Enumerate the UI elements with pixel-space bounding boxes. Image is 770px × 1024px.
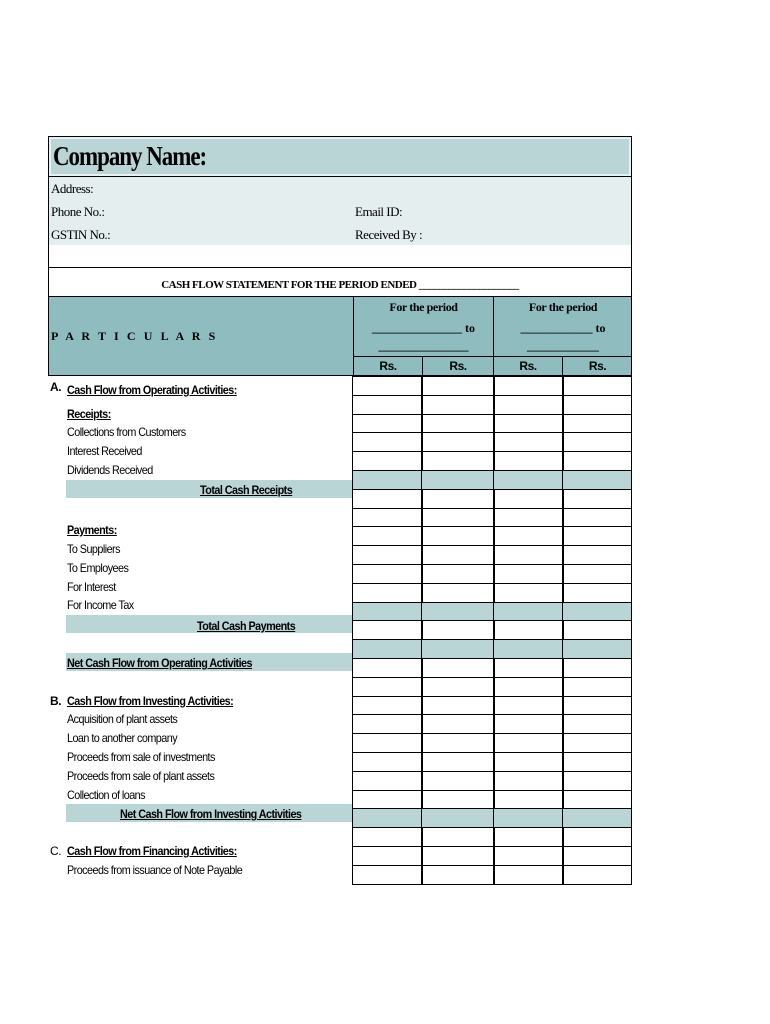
amount-cell[interactable] (493, 508, 564, 527)
amount-cell[interactable] (352, 752, 423, 772)
amount-cell[interactable] (352, 526, 423, 546)
amount-cell[interactable] (352, 508, 423, 527)
amount-cell[interactable] (421, 432, 495, 452)
amount-cell[interactable] (562, 526, 632, 546)
amount-cell[interactable] (421, 658, 495, 678)
amount-cell[interactable] (352, 395, 423, 415)
investing-item: Proceeds from sale of investments (67, 750, 215, 764)
investing-item: Proceeds from sale of plant assets (67, 769, 215, 783)
period-label-b: For the period (528, 300, 598, 314)
payment-item: For Interest (67, 580, 116, 594)
received-by-label: Received By : (355, 227, 423, 242)
amount-cell[interactable] (352, 414, 423, 433)
period-column-b (493, 297, 632, 356)
header-spacer (49, 245, 631, 268)
amount-cell[interactable] (493, 865, 564, 885)
amount-cell[interactable] (421, 620, 495, 640)
amount-cell[interactable] (562, 451, 632, 471)
amount-cell[interactable] (493, 376, 564, 396)
amount-cell[interactable] (352, 733, 423, 753)
amount-cell[interactable] (352, 714, 423, 734)
amount-cell[interactable] (352, 545, 423, 565)
amount-cell[interactable] (421, 470, 495, 490)
amount-cell[interactable] (562, 583, 632, 603)
amount-cell[interactable] (421, 696, 495, 715)
amount-cell[interactable] (562, 620, 632, 640)
amount-cell[interactable] (352, 489, 423, 509)
phone-label: Phone No.: (51, 204, 105, 219)
amount-cell[interactable] (421, 489, 495, 509)
receipt-item: Collections from Customers (67, 425, 186, 439)
amount-cell[interactable] (562, 771, 632, 791)
amount-cell[interactable] (493, 414, 564, 433)
amount-cell[interactable] (562, 846, 632, 866)
currency-header-2: Rs. (422, 357, 493, 375)
amount-cell[interactable] (493, 790, 564, 809)
amount-cell[interactable] (352, 620, 423, 640)
amount-cell[interactable] (493, 545, 564, 565)
amount-cell[interactable] (493, 564, 564, 584)
amount-cell[interactable] (421, 583, 495, 603)
amount-cell[interactable] (562, 658, 632, 678)
investing-item: Acquisition of plant assets (67, 712, 178, 726)
company-header-box (48, 136, 632, 296)
amount-cell[interactable] (493, 714, 564, 734)
amount-cell[interactable] (562, 865, 632, 885)
amount-cell[interactable] (562, 752, 632, 772)
amount-cell[interactable] (493, 602, 564, 621)
amount-cell[interactable] (352, 376, 423, 396)
amount-cell[interactable] (493, 620, 564, 640)
amount-cell[interactable] (352, 583, 423, 603)
amount-cell[interactable] (493, 752, 564, 772)
amount-cell[interactable] (421, 545, 495, 565)
amount-cell[interactable] (562, 602, 632, 621)
period-to-line-b: ____________ (527, 339, 599, 353)
amount-cell[interactable] (562, 508, 632, 527)
amount-cell[interactable] (493, 470, 564, 490)
amount-cell[interactable] (352, 639, 423, 659)
amount-cell[interactable] (562, 790, 632, 809)
net-operating-label: Net Cash Flow from Operating Activities (67, 656, 252, 670)
amount-cell[interactable] (562, 545, 632, 565)
amount-cell[interactable] (352, 677, 423, 697)
amount-cell[interactable] (421, 526, 495, 546)
period-from-line-b: ____________ to (520, 321, 606, 335)
amount-cell[interactable] (352, 846, 423, 866)
total-receipts-label: Total Cash Receipts (200, 483, 293, 497)
section-b-title: Cash Flow from Investing Activities: (67, 694, 234, 708)
receipts-title: Receipts: (67, 407, 111, 421)
total-payments-label: Total Cash Payments (197, 619, 296, 633)
amount-cell[interactable] (562, 432, 632, 452)
amount-cell[interactable] (352, 432, 423, 452)
receipt-item: Interest Received (67, 444, 142, 458)
amount-cell[interactable] (493, 451, 564, 471)
period-from-line-a: _______________ to (372, 321, 475, 335)
amount-cell[interactable] (421, 790, 495, 809)
amount-cell[interactable] (493, 639, 564, 659)
company-name-label: Company Name: (53, 141, 207, 171)
currency-header-3: Rs. (493, 357, 562, 375)
amount-cell[interactable] (562, 395, 632, 415)
amount-cell[interactable] (352, 865, 423, 885)
amount-cell[interactable] (493, 846, 564, 866)
amount-cell[interactable] (493, 526, 564, 546)
amount-cell[interactable] (421, 564, 495, 584)
section-a-title: Cash Flow from Operating Activities: (67, 383, 237, 397)
amount-cell[interactable] (562, 489, 632, 509)
amount-cell[interactable] (493, 489, 564, 509)
amount-cell[interactable] (493, 395, 564, 415)
amount-cell[interactable] (421, 827, 495, 847)
amount-cell[interactable] (493, 696, 564, 715)
amount-cell[interactable] (493, 658, 564, 678)
section-b-marker: B. (50, 694, 62, 708)
particulars-heading: P A R T I C U L A R S (51, 329, 218, 343)
amount-cell[interactable] (493, 583, 564, 603)
amount-cell[interactable] (421, 414, 495, 433)
amount-cell[interactable] (421, 733, 495, 753)
amount-cell[interactable] (421, 808, 495, 828)
amount-cell[interactable] (562, 376, 632, 396)
amount-cell[interactable] (562, 414, 632, 433)
gstin-label: GSTIN No.: (51, 227, 111, 242)
section-c-marker: C. (50, 844, 62, 858)
amount-cell[interactable] (421, 865, 495, 885)
investing-item: Collection of loans (67, 788, 146, 802)
amount-cell[interactable] (421, 771, 495, 791)
section-c-title: Cash Flow from Financing Activities: (67, 844, 237, 858)
amount-cell[interactable] (493, 677, 564, 697)
amount-cell[interactable] (421, 508, 495, 527)
amount-cell[interactable] (562, 470, 632, 490)
amount-cell[interactable] (562, 827, 632, 847)
amount-cell[interactable] (352, 470, 423, 490)
amount-cell[interactable] (421, 376, 495, 396)
period-to-line-a: _______________ (378, 339, 469, 353)
table-header (48, 296, 632, 376)
period-label-a: For the period (389, 300, 458, 314)
amount-cell[interactable] (562, 808, 632, 828)
payment-item: To Employees (67, 561, 129, 575)
currency-header-4: Rs. (562, 357, 632, 375)
payment-item: For Income Tax (67, 598, 134, 612)
receipt-item: Dividends Received (67, 463, 153, 477)
amount-cell[interactable] (562, 714, 632, 734)
amount-cell[interactable] (421, 451, 495, 471)
amount-cell[interactable] (352, 602, 423, 621)
amount-cell[interactable] (352, 658, 423, 678)
amount-cell[interactable] (421, 714, 495, 734)
amount-cell[interactable] (493, 827, 564, 847)
amount-cell[interactable] (421, 602, 495, 621)
email-label: Email ID: (355, 204, 403, 219)
amount-cell[interactable] (421, 677, 495, 697)
statement-title-row (49, 268, 631, 296)
company-name-row (49, 137, 631, 177)
net-investing-label: Net Cash Flow from Investing Activities (120, 807, 302, 821)
amount-cell[interactable] (421, 639, 495, 659)
period-column-a (353, 297, 493, 356)
amount-cell[interactable] (421, 395, 495, 415)
amount-cell[interactable] (352, 771, 423, 791)
amount-cell[interactable] (562, 677, 632, 697)
amount-cell[interactable] (562, 564, 632, 584)
amount-cell[interactable] (493, 733, 564, 753)
payment-item: To Suppliers (67, 542, 120, 556)
amount-cell[interactable] (352, 696, 423, 715)
amount-cell[interactable] (562, 639, 632, 659)
payments-title: Payments: (67, 523, 117, 537)
section-a-marker: A. (50, 380, 62, 394)
amount-cell[interactable] (493, 808, 564, 828)
amount-cell[interactable] (421, 846, 495, 866)
amount-cell[interactable] (352, 827, 423, 847)
amount-cell[interactable] (421, 752, 495, 772)
amount-cell[interactable] (562, 733, 632, 753)
amount-cell[interactable] (352, 451, 423, 471)
address-label: Address: (51, 181, 94, 196)
financing-item: Proceeds from issuance of Note Payable (67, 863, 243, 877)
amount-cell[interactable] (493, 771, 564, 791)
amount-cell[interactable] (352, 808, 423, 828)
amount-cell[interactable] (493, 432, 564, 452)
amount-cell[interactable] (352, 790, 423, 809)
currency-header-1: Rs. (353, 357, 422, 375)
amount-cell[interactable] (352, 564, 423, 584)
company-info-block (49, 177, 631, 245)
amount-cell[interactable] (562, 696, 632, 715)
investing-item: Loan to another company (67, 731, 178, 745)
statement-title: CASH FLOW STATEMENT FOR THE PERIOD ENDED ____________________ (161, 279, 519, 291)
